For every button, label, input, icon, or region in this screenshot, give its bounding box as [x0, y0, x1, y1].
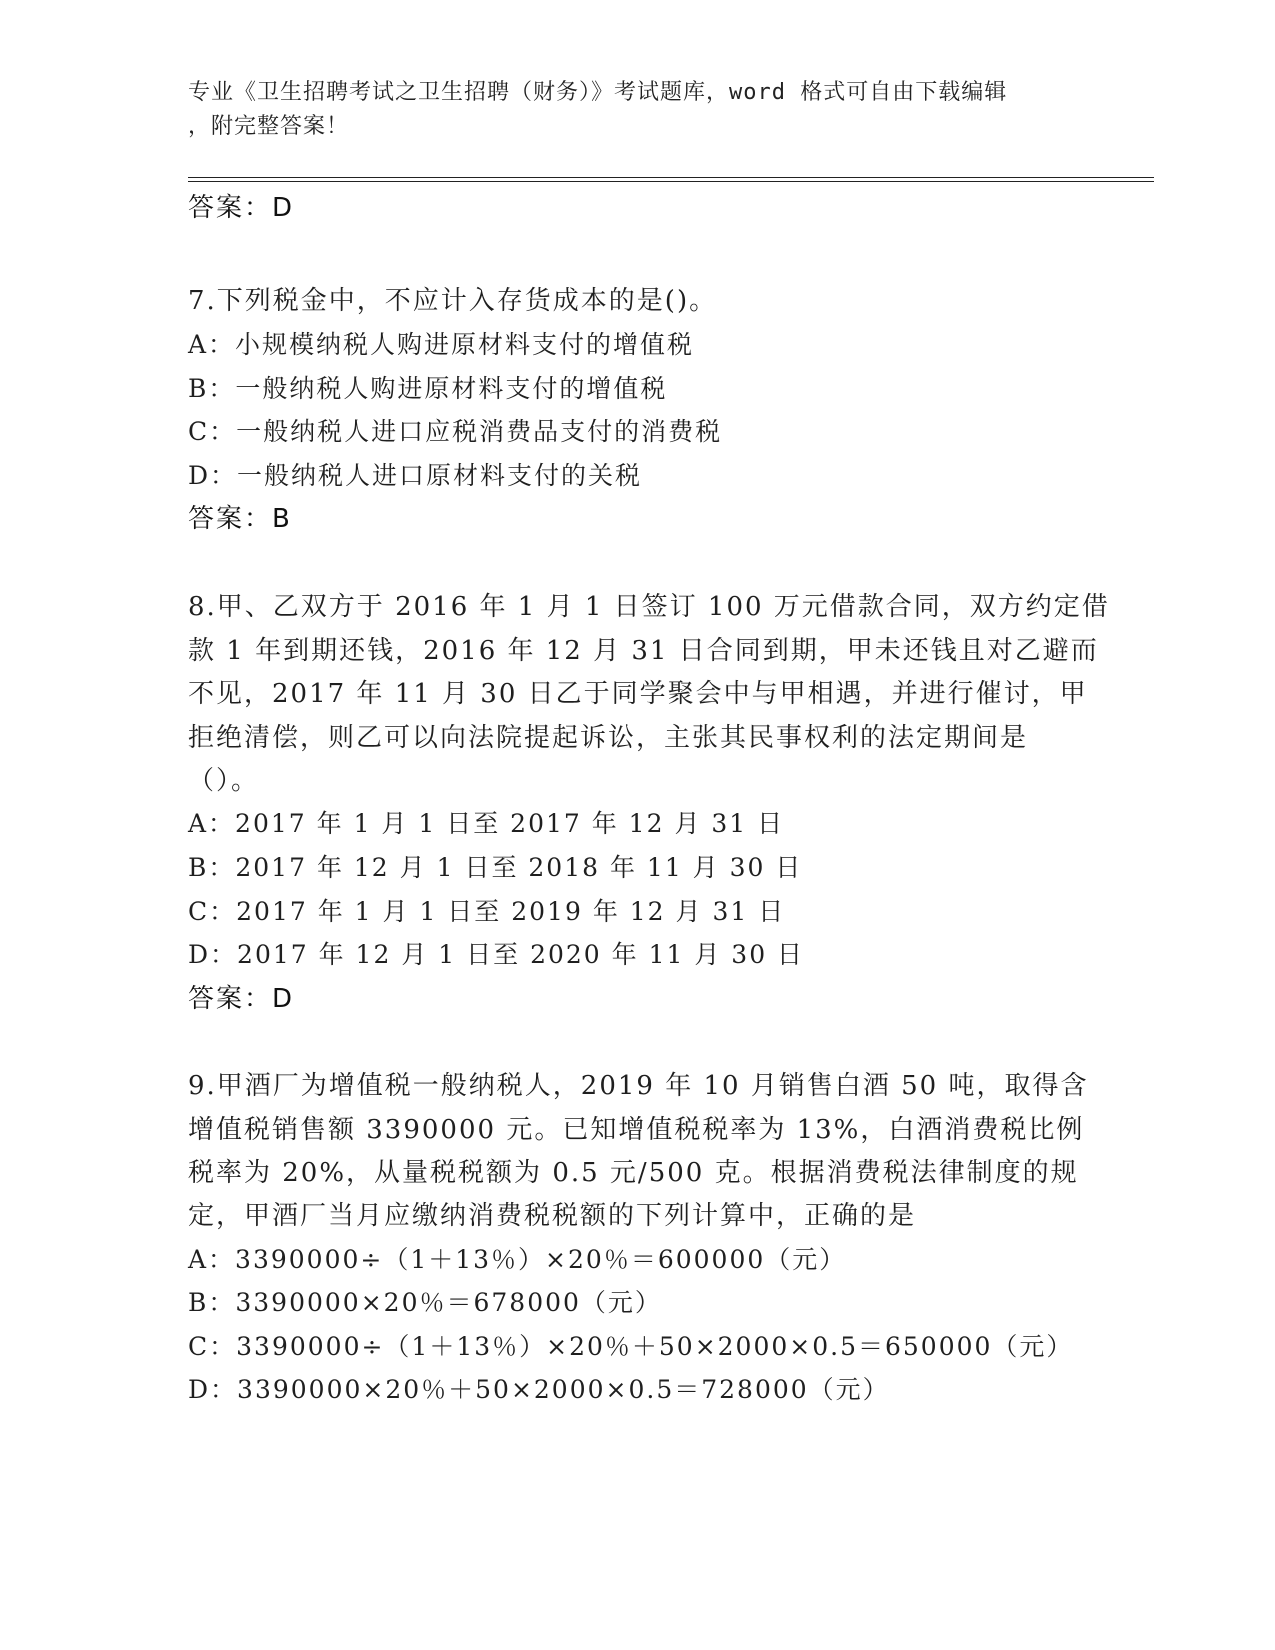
- question-9-line-2: 增值税销售额 3390000 元。已知增值税税率为 13%，白酒消费税比例: [188, 1115, 1085, 1145]
- question-7-option-c: C：一般纳税人进口应税消费品支付的消费税: [188, 417, 723, 446]
- question-9-line-4: 定，甲酒厂当月应缴纳消费税税额的下列计算中，正确的是: [188, 1201, 917, 1231]
- question-7-option-a: A：小规模纳税人购进原材料支付的增值税: [188, 330, 695, 359]
- question-9-line-3: 税率为 20%，从量税税额为 0.5 元/500 克。根据消费税法律制度的规: [188, 1158, 1079, 1188]
- question-8-line-3: 不见，2017 年 11 月 30 日乙于同学聚会中与甲相遇，并进行催讨，甲: [188, 679, 1088, 709]
- question-8-option-b: B：2017 年 12 月 1 日至 2018 年 11 月 30 日: [188, 853, 803, 882]
- question-8-option-d: D：2017 年 12 月 1 日至 2020 年 11 月 30 日: [188, 940, 805, 969]
- question-8-option-c: C：2017 年 1 月 1 日至 2019 年 12 月 31 日: [188, 897, 786, 926]
- header-divider-top: [188, 177, 1154, 178]
- question-7-option-d: D：一般纳税人进口原材料支付的关税: [188, 461, 643, 490]
- question-8-line-5: （）。: [188, 766, 260, 796]
- question-9-line-1: 9.甲酒厂为增值税一般纳税人，2019 年 10 月销售白酒 50 吨，取得含: [188, 1071, 1089, 1101]
- question-7-option-b: B：一般纳税人购进原材料支付的增值税: [188, 374, 668, 403]
- question-7-text: 7.下列税金中，不应计入存货成本的是()。: [188, 286, 718, 316]
- question-8-option-a: A：2017 年 1 月 1 日至 2017 年 12 月 31 日: [188, 809, 785, 838]
- document-header: [188, 76, 1068, 144]
- header-divider-bottom: [188, 181, 1154, 182]
- question-8-line-2: 款 1 年到期还钱，2016 年 12 月 31 日合同到期，甲未还钱且对乙避而: [188, 636, 1099, 666]
- question-8-line-1: 8.甲、乙双方于 2016 年 1 月 1 日签订 100 万元借款合同，双方约定借: [188, 592, 1110, 622]
- header-line-2: ，附完整答案！: [188, 114, 350, 139]
- question-9-option-c: C：3390000÷（1＋13％）×20％＋50×2000×0.5＝650000（元）: [188, 1332, 1074, 1361]
- answer-q8: 答案：D: [188, 984, 295, 1014]
- question-9-option-d: D：3390000×20％＋50×2000×0.5＝728000（元）: [188, 1375, 890, 1404]
- question-9-option-a: A：3390000÷（1＋13％）×20％＝600000（元）: [188, 1245, 847, 1274]
- answer-q6: 答案：D: [188, 193, 295, 223]
- question-9-option-b: B：3390000×20％＝678000（元）: [188, 1288, 662, 1317]
- question-8-line-4: 拒绝清偿，则乙可以向法院提起诉讼，主张其民事权利的法定期间是: [188, 723, 1029, 753]
- header-line-1: 专业《卫生招聘考试之卫生招聘（财务）》考试题库，word 格式可自由下载编辑: [188, 80, 1008, 105]
- answer-q7: 答案：B: [188, 504, 292, 534]
